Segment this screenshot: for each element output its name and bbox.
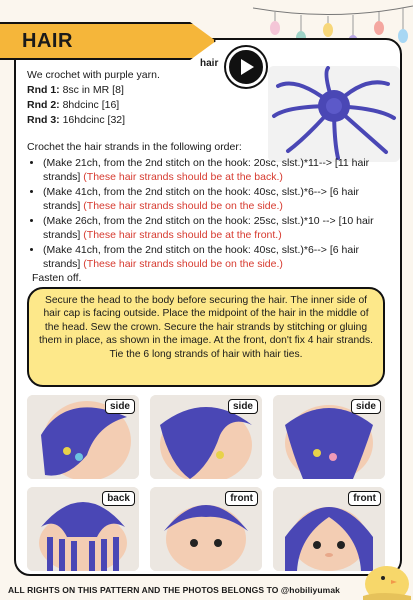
round-3: Rnd 3: 16hdcinc [32] (27, 114, 126, 126)
rounds-section (27, 68, 277, 128)
intro-text: We crochet with purple yarn. (27, 69, 160, 81)
photo-side-2 (150, 395, 262, 479)
photo-tag: side (228, 399, 258, 414)
round-2: Rnd 2: 8hdcinc [16] (27, 99, 120, 111)
strands-section (27, 140, 397, 272)
assembly-note: Secure the head to the body before securing the hair. The inner side of hair cap is facing outside. Place the midpoint of the hair in the middle of the head. Sew the crown. Secure the hair strands by stitching or gluing them in place, as shown in the image. At the front, don't fix 4 hair strands. Tie the 6 long strands of hair with hair ties. (27, 287, 385, 387)
photo-tag: side (351, 399, 381, 414)
round-1: Rnd 1: 8sc in MR [8] (27, 84, 124, 96)
list-item: • (Make 41ch, from the 2nd stitch on the hook: 40sc, slst.)*6--> [6 hair strands] (These hair strands should be on the side.) (43, 243, 397, 271)
photo-front-1 (150, 487, 262, 571)
section-title: HAIR (22, 30, 73, 52)
list-item: • (Make 41ch, from the 2nd stitch on the hook: 40sc, slst.)*6--> [6 hair strands] (These hair strands should be on the side.) (43, 185, 397, 213)
photo-side-3 (273, 395, 385, 479)
copyright-footer: ALL RIGHTS ON THIS PATTERN AND THE PHOTOS BELONGS TO @hobiliyumak (8, 585, 340, 595)
photo-tag: back (102, 491, 135, 506)
photo-tag: front (348, 491, 381, 506)
photo-tag: side (105, 399, 135, 414)
list-item: • (Make 26ch, from the 2nd stitch on the hook: 25sc, slst.)*10 --> [10 hair strands] (These hair strands should be at the front.) (43, 214, 397, 242)
photo-tag: front (225, 491, 258, 506)
photo-side-1 (27, 395, 139, 479)
chick-decoration (353, 540, 413, 600)
strands-list (27, 156, 397, 271)
strands-intro: Crochet the hair strands in the following order: (27, 141, 242, 153)
fasten-off-text: Fasten off. (32, 272, 82, 284)
video-label: hair (200, 58, 219, 69)
photo-back (27, 487, 139, 571)
list-item: • (Make 21ch, from the 2nd stitch on the hook: 20sc, slst.)*11--> [11 hair strands] (These hair strands should be at the back.) (43, 156, 397, 184)
